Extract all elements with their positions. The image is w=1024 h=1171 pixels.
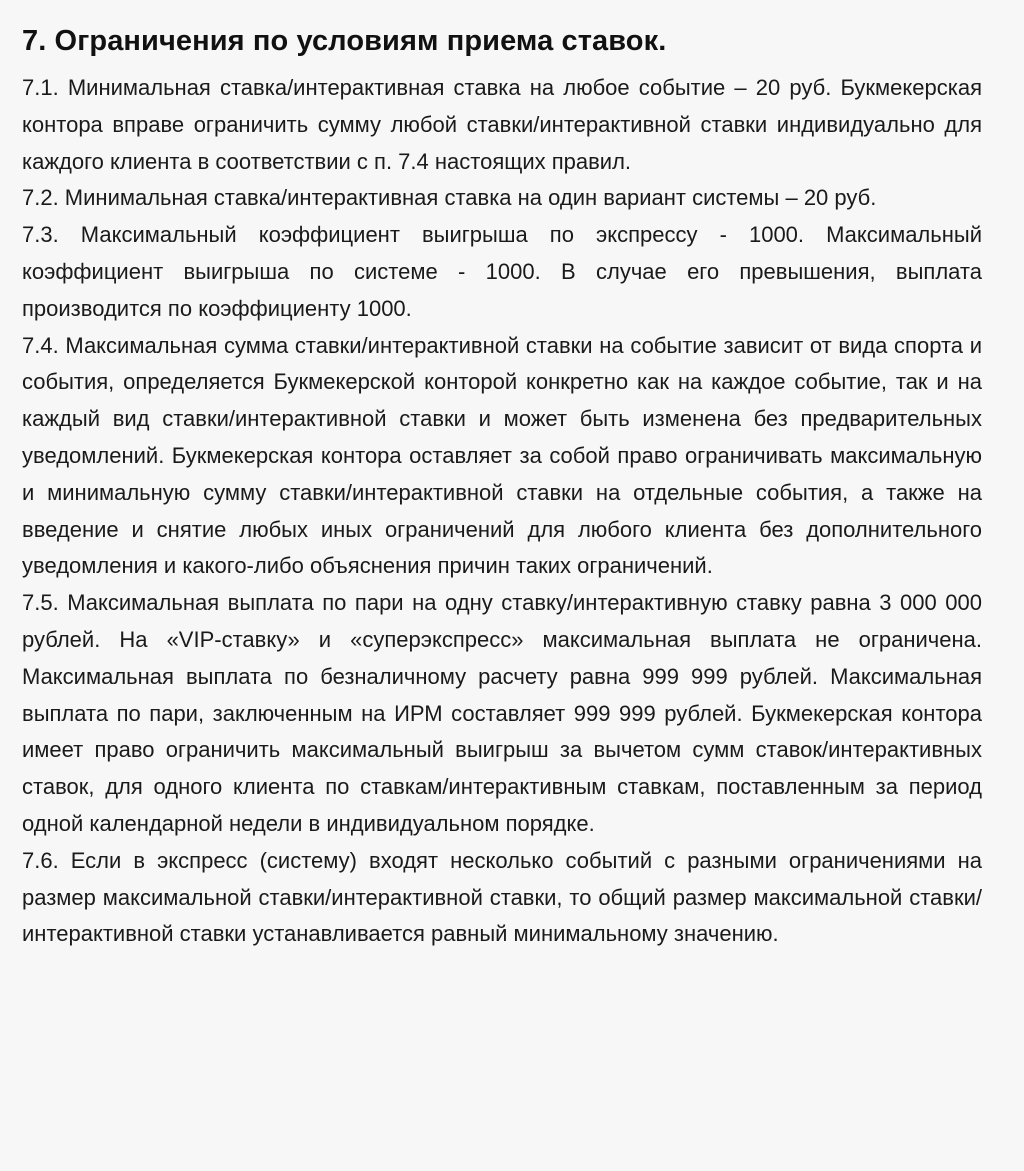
clause-7-6: 7.6. Если в экспресс (систему) входят несколько событий с разными ограничениями на размер максимальной ставки/интерактивной ставки, то общий размер максимальной ставки/интерактивной ставки устанавливается равный минимальному значению. bbox=[22, 847, 982, 947]
section-title: 7. Ограничения по условиям приема ставок. bbox=[22, 25, 667, 57]
clause-7-3: 7.3. Максимальный коэффициент выигрыша по экспрессу - 1000. Максимальный коэффициент выигрыша по системе - 1000. В случае его превышения, выплата производится по коэффициенту 1000. bbox=[22, 222, 982, 321]
clause-7-1: 7.1. Минимальная ставка/интерактивная ставка на любое событие – 20 руб. Букмекерская контора вправе ограничить сумму любой ставки/интерактивной ставки индивидуально для каждого клиента в соответствии с п. 7.4 настоящих правил. bbox=[22, 75, 982, 174]
clause-7-4: 7.4. Максимальная сумма ставки/интерактивной ставки на событие зависит от вида спорта и события, определяется Букмекерской конторой конкретно как на каждое событие, так и на каждый вид ставки/интерактивной ставки и может быть изменена без предварительных уведомлений. Букмекерская контора оставляет за собой право ограничивать максимальную и минимальную сумму ставки/интерактивной ставки на отдельные события, а также на введение и снятие любых иных ограничений для любого клиента без дополнительного уведомления и какого-либо объяснения причин таких ограничений. bbox=[22, 332, 982, 579]
clause-7-5: 7.5. Максимальная выплата по пари на одну ставку/интерактивную ставку равна 3 000 000 рублей. На «VIP-ставку» и «суперэкспресс» максимальная выплата не ограничена. Максимальная выплата по безналичному расчету равна 999 999 рублей. Максимальная выплата по пари, заключенным на ИРМ составляет 999 999 рублей. Букмекерская контора имеет право ограничить максимальный выигрыш за вычетом сумм ставок/интерактивных ставок, для одного клиента по ставкам/интерактивным ставкам, поставленным за период одной календарной недели в индивидуальном порядке. bbox=[22, 590, 982, 836]
clause-7-2: 7.2. Минимальная ставка/интерактивная ставка на один вариант системы – 20 руб. bbox=[22, 185, 877, 211]
